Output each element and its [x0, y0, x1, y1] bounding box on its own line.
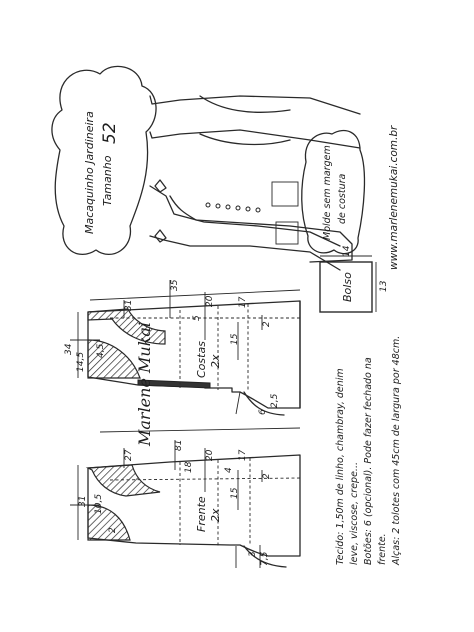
front-pattern-piece	[70, 428, 300, 568]
signature-text: Marlene Mukai	[135, 321, 154, 446]
back-measure: 5	[192, 315, 202, 321]
fabric-note: Alças: 2 tolotes com 45cm de largura por 48cm.	[391, 335, 402, 565]
front-piece-qty: 2x	[209, 508, 222, 522]
front-measure: 31	[78, 495, 88, 507]
front-piece-name: Frente	[195, 496, 208, 532]
back-pattern-piece	[88, 280, 300, 415]
back-measure: 14,5	[76, 351, 86, 372]
pocket-label: Bolso	[341, 272, 354, 302]
front-measure: 18	[184, 461, 194, 473]
front-measure: 2	[108, 527, 118, 533]
note-line2: de costura	[337, 173, 348, 224]
title-size: 52	[100, 122, 120, 144]
front-measure: 7,5	[260, 551, 270, 566]
front-measure: 10,5	[94, 493, 104, 514]
back-piece-qty: 2x	[209, 354, 222, 368]
fabric-note: frente.	[377, 533, 388, 565]
front-measure: 4	[224, 467, 234, 473]
front-measure: 81	[174, 439, 184, 451]
front-measure: 15	[230, 487, 240, 499]
front-measure: 2	[262, 473, 272, 479]
website-text: www.marlenemukai.com.br	[388, 125, 400, 270]
front-measure: 3	[248, 551, 258, 557]
fabric-note: leve, viscose, crepe...	[349, 462, 360, 565]
title-line1: Macaquinho Jardineira	[83, 111, 96, 234]
back-measure: 17	[238, 296, 248, 308]
pocket-width: 14	[342, 245, 352, 257]
front-measure: 17	[238, 449, 248, 461]
back-measure: 2	[262, 321, 272, 327]
back-measure: 2,5	[270, 393, 280, 408]
note-cloud	[302, 131, 365, 254]
back-measure: 4,5	[96, 343, 106, 358]
pocket-height: 13	[379, 280, 389, 292]
fabric-note: Botões: 6 (opcional). Pode fazer fechado na	[363, 357, 374, 565]
fabric-note: Tecido: 1,50m de linho, chambray, denim	[335, 368, 346, 565]
front-measure: 27	[124, 449, 134, 461]
title-line2: Tamanho	[101, 155, 114, 206]
back-measure: 35	[170, 279, 180, 291]
back-measure: 6	[258, 409, 268, 415]
back-measure: 34	[64, 343, 74, 355]
back-piece-name: Costas	[195, 341, 208, 378]
note-line1: Molde sem margem	[322, 145, 333, 240]
front-measure: 20	[205, 449, 215, 461]
back-measure: 20	[205, 295, 215, 307]
back-measure: 31	[124, 299, 134, 311]
back-measure: 15	[230, 333, 240, 345]
